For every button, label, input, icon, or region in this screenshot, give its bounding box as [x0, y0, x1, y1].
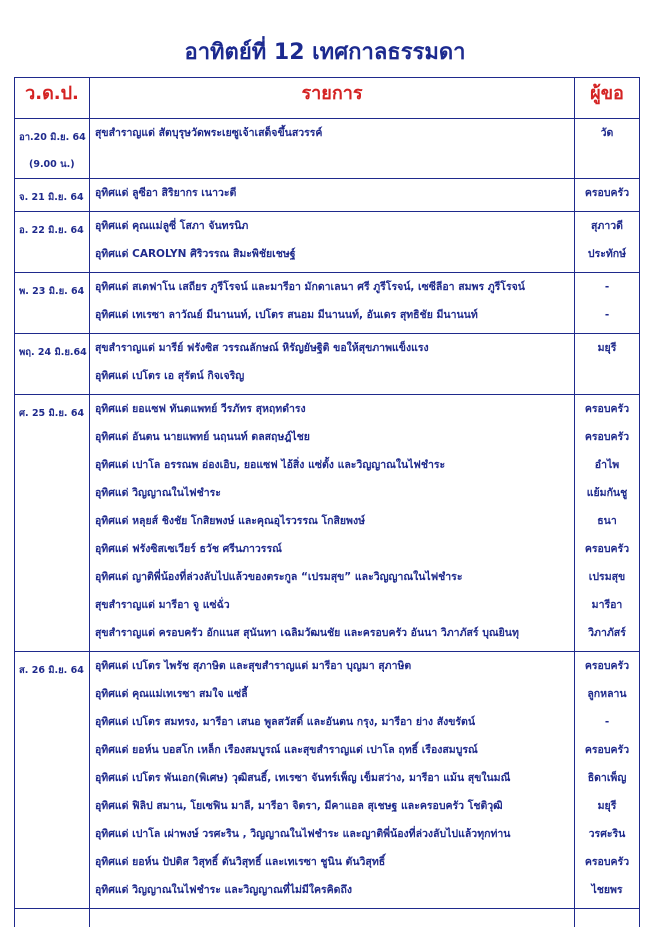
intention-item: อุทิศแด่ วิญญาณในไฟชำระ และวิญญาณที่ไม่มีใครคิดถึง — [90, 880, 574, 908]
requester-name: แย้มกันชู — [575, 483, 639, 511]
table-body — [15, 119, 640, 909]
requester-cell — [575, 334, 640, 395]
table-row — [15, 334, 640, 395]
table-row-continuation — [15, 909, 640, 927]
intention-item: อุทิศแด่ เทเรซา ลาวัณย์ มีนานนท์, เปโตร สนอม มีนานนท์, อันเดร สุทธิชัย มีนานนท์ — [90, 305, 574, 333]
requester-name: ครอบครัว — [575, 427, 639, 455]
intention-item: อุทิศแด่ คุณแม่ลูซี่ โสภา จันทรนิภ — [90, 216, 574, 244]
header-requester: ผู้ขอ — [575, 78, 640, 119]
items-cell — [90, 273, 575, 334]
requester-name: - — [575, 277, 639, 305]
requester-cell — [575, 395, 640, 652]
requester-name: ครอบครัว — [575, 539, 639, 567]
date-text: พ. 23 มิ.ย. 64 — [19, 278, 89, 305]
intention-item: อุทิศแด่ ฟรังซิสเซเวียร์ ธวัช ศรีนภาวรรณ์ — [90, 539, 574, 567]
requester-name: ธนา — [575, 511, 639, 539]
intention-item: อุทิศแด่ ลูซีอา สิริยากร เนาวะตี — [90, 183, 574, 211]
date-cell — [15, 212, 90, 273]
intention-item: อุทิศแด่ คุณแม่เทเรซา สมใจ แซ่ลี้ — [90, 684, 574, 712]
table-row — [15, 179, 640, 212]
date-text: ศ. 25 มิ.ย. 64 — [19, 400, 89, 427]
intention-item: อุทิศแด่ หลุยส์ ชิงชัย โกสิยพงษ์ และคุณอุไรวรรณ โกสิยพงษ์ — [90, 511, 574, 539]
items-cell — [90, 652, 575, 909]
table-row — [15, 119, 640, 179]
requester-name: ครอบครัว — [575, 183, 639, 211]
requester-name: ครอบครัว — [575, 399, 639, 427]
intention-item: อุทิศแด่ เปโตร สมทรง, มารีอา เสนอ พูลสวัสดิ์ และอันตน กรุง, มารีอา ย่าง สังขรัตน์ — [90, 712, 574, 740]
requester-name: ประทักษ์ — [575, 244, 639, 272]
header-date: ว.ด.ป. — [15, 78, 90, 119]
intention-item: อุทิศแด่ เปโตร ไพรัช สุภาษิต และสุขสำราญแด่ มารีอา บุญมา สุภาษิต — [90, 656, 574, 684]
requester-name: มยุรี — [575, 796, 639, 824]
requester-cell — [575, 273, 640, 334]
date-cell — [15, 119, 90, 179]
intention-item: สุขสำราญแด่ มารีอา จู แซ่ฉั่ว — [90, 595, 574, 623]
requester-cell — [575, 179, 640, 212]
requester-name: สุภาวดี — [575, 216, 639, 244]
requester-name: - — [575, 305, 639, 333]
intention-item: อุทิศแด่ ยอแซฟ ทันตแพทย์ วีรภัทร สุหฤทดำรง — [90, 399, 574, 427]
requester-name: ไชยพร — [575, 880, 639, 908]
requester-name: ธิดาเพ็ญ — [575, 768, 639, 796]
requester-name — [575, 366, 639, 394]
date-text: พฤ. 24 มิ.ย.64 — [19, 339, 89, 366]
mass-intentions-table — [14, 77, 640, 927]
requester-name: ครอบครัว — [575, 852, 639, 880]
intention-item: อุทิศแด่ เปาโล อรรณพ อ่องเอิบ, ยอแซฟ ไอ้สิ่ง แซ่ตั้ง และวิญญาณในไฟชำระ — [90, 455, 574, 483]
intention-item: อุทิศแด่ เปโตร พันเอก(พิเศษ) วุฒิสนธิ์, เทเรซา จันทร์เพ็ญ เข็มสว่าง, มารีอา แม้น สุขในมณี — [90, 768, 574, 796]
intention-item: สุขสำราญแด่ สัตบุรุษวัดพระเยซูเจ้าเสด็จขึ้นสวรรค์ — [90, 123, 574, 151]
requester-name: อำไพ — [575, 455, 639, 483]
requester-cell — [575, 212, 640, 273]
requester-name: มารีอา — [575, 595, 639, 623]
date-text: อ. 22 มิ.ย. 64 — [19, 217, 89, 244]
date-text: จ. 21 มิ.ย. 64 — [19, 184, 89, 211]
header-items: รายการ — [90, 78, 575, 119]
intention-item: สุขสำราญแด่ มารีย์ ฟรังซิส วรรณลักษณ์ หิรัญยัษฐิติ ขอให้สุขภาพแข็งแรง — [90, 338, 574, 366]
intention-item: อุทิศแด่ อันตน นายแพทย์ นฤนนท์ ดลสฤษฎ์ไชย — [90, 427, 574, 455]
items-cell — [90, 395, 575, 652]
intention-item: อุทิศแด่ สเตฟาโน เสถียร ภูรีโรจน์ และมารีอา มักดาเลนา ศรี ภูรีโรจน์, เซซีลีอา สมพร ภูรีโรจน์ — [90, 277, 574, 305]
items-cell — [90, 179, 575, 212]
requester-name: เปรมสุข — [575, 567, 639, 595]
intention-item: อุทิศแด่ CAROLYN ศิริวรรณ สิมะพิชัยเชษฐ์ — [90, 244, 574, 272]
items-cell — [90, 334, 575, 395]
date-cell — [15, 652, 90, 909]
requester-name: ครอบครัว — [575, 656, 639, 684]
items-cell — [90, 119, 575, 179]
table-row — [15, 273, 640, 334]
requester-name: วิภาภัสร์ — [575, 623, 639, 651]
date-cell — [15, 273, 90, 334]
requester-name: มยุรี — [575, 338, 639, 366]
header-row — [15, 78, 640, 119]
requester-name: วรศะริน — [575, 824, 639, 852]
requester-name: ลูกหลาน — [575, 684, 639, 712]
intention-item: อุทิศแด่ ญาติพี่น้องที่ล่วงลับไปแล้วของตระกูล “เปรมสุข” และวิญญาณในไฟชำระ — [90, 567, 574, 595]
page-title: อาทิตย์ที่ 12 เทศกาลธรรมดา — [0, 34, 650, 69]
table-row — [15, 395, 640, 652]
items-cell — [90, 212, 575, 273]
date-text: อา.20 มิ.ย. 64 — [19, 124, 89, 151]
date-cell — [15, 395, 90, 652]
requester-cell — [575, 652, 640, 909]
table-row — [15, 212, 640, 273]
date-text: ส. 26 มิ.ย. 64 — [19, 657, 89, 684]
table-row — [15, 652, 640, 909]
requester-name: ครอบครัว — [575, 740, 639, 768]
intention-item: สุขสำราญแด่ ครอบครัว อักแนส สุนันทา เฉลิมวัฒนชัย และครอบครัว อันนา วิภาภัสร์ บุณยินทุ — [90, 623, 574, 651]
date-text: (9.00 น.) — [19, 151, 89, 178]
requester-name: - — [575, 712, 639, 740]
date-cell — [15, 334, 90, 395]
requester-cell — [575, 119, 640, 179]
intention-item: อุทิศแด่ เปาโล เผ่าพงษ์ วรศะริน , วิญญาณในไฟชำระ และญาติพี่น้องที่ล่วงลับไปแล้วทุกท่าน — [90, 824, 574, 852]
intention-item: อุทิศแด่ ยอห์น บอสโก เหล็ก เรืองสมบูรณ์ และสุขสำราญแด่ เปาโล ฤทธิ์ เรืองสมบูรณ์ — [90, 740, 574, 768]
intention-item: อุทิศแด่ ยอห์น ปัปติส วิสุทธิ์ ตันวิสุทธิ์ และเทเรซา ชูนิน ตันวิสุทธิ์ — [90, 852, 574, 880]
intention-item: อุทิศแด่ ฟิลิป สมาน, โยเซฟิน มาลี, มารีอา จิตรา, มีคาแอล สุเชษฐ และครอบครัว โชติวุฒิ — [90, 796, 574, 824]
requester-name: วัด — [575, 123, 639, 151]
intention-item: อุทิศแด่ เปโตร เอ สุรัตน์ กิจเจริญ — [90, 366, 574, 394]
intention-item: อุทิศแด่ วิญญาณในไฟชำระ — [90, 483, 574, 511]
date-cell — [15, 179, 90, 212]
